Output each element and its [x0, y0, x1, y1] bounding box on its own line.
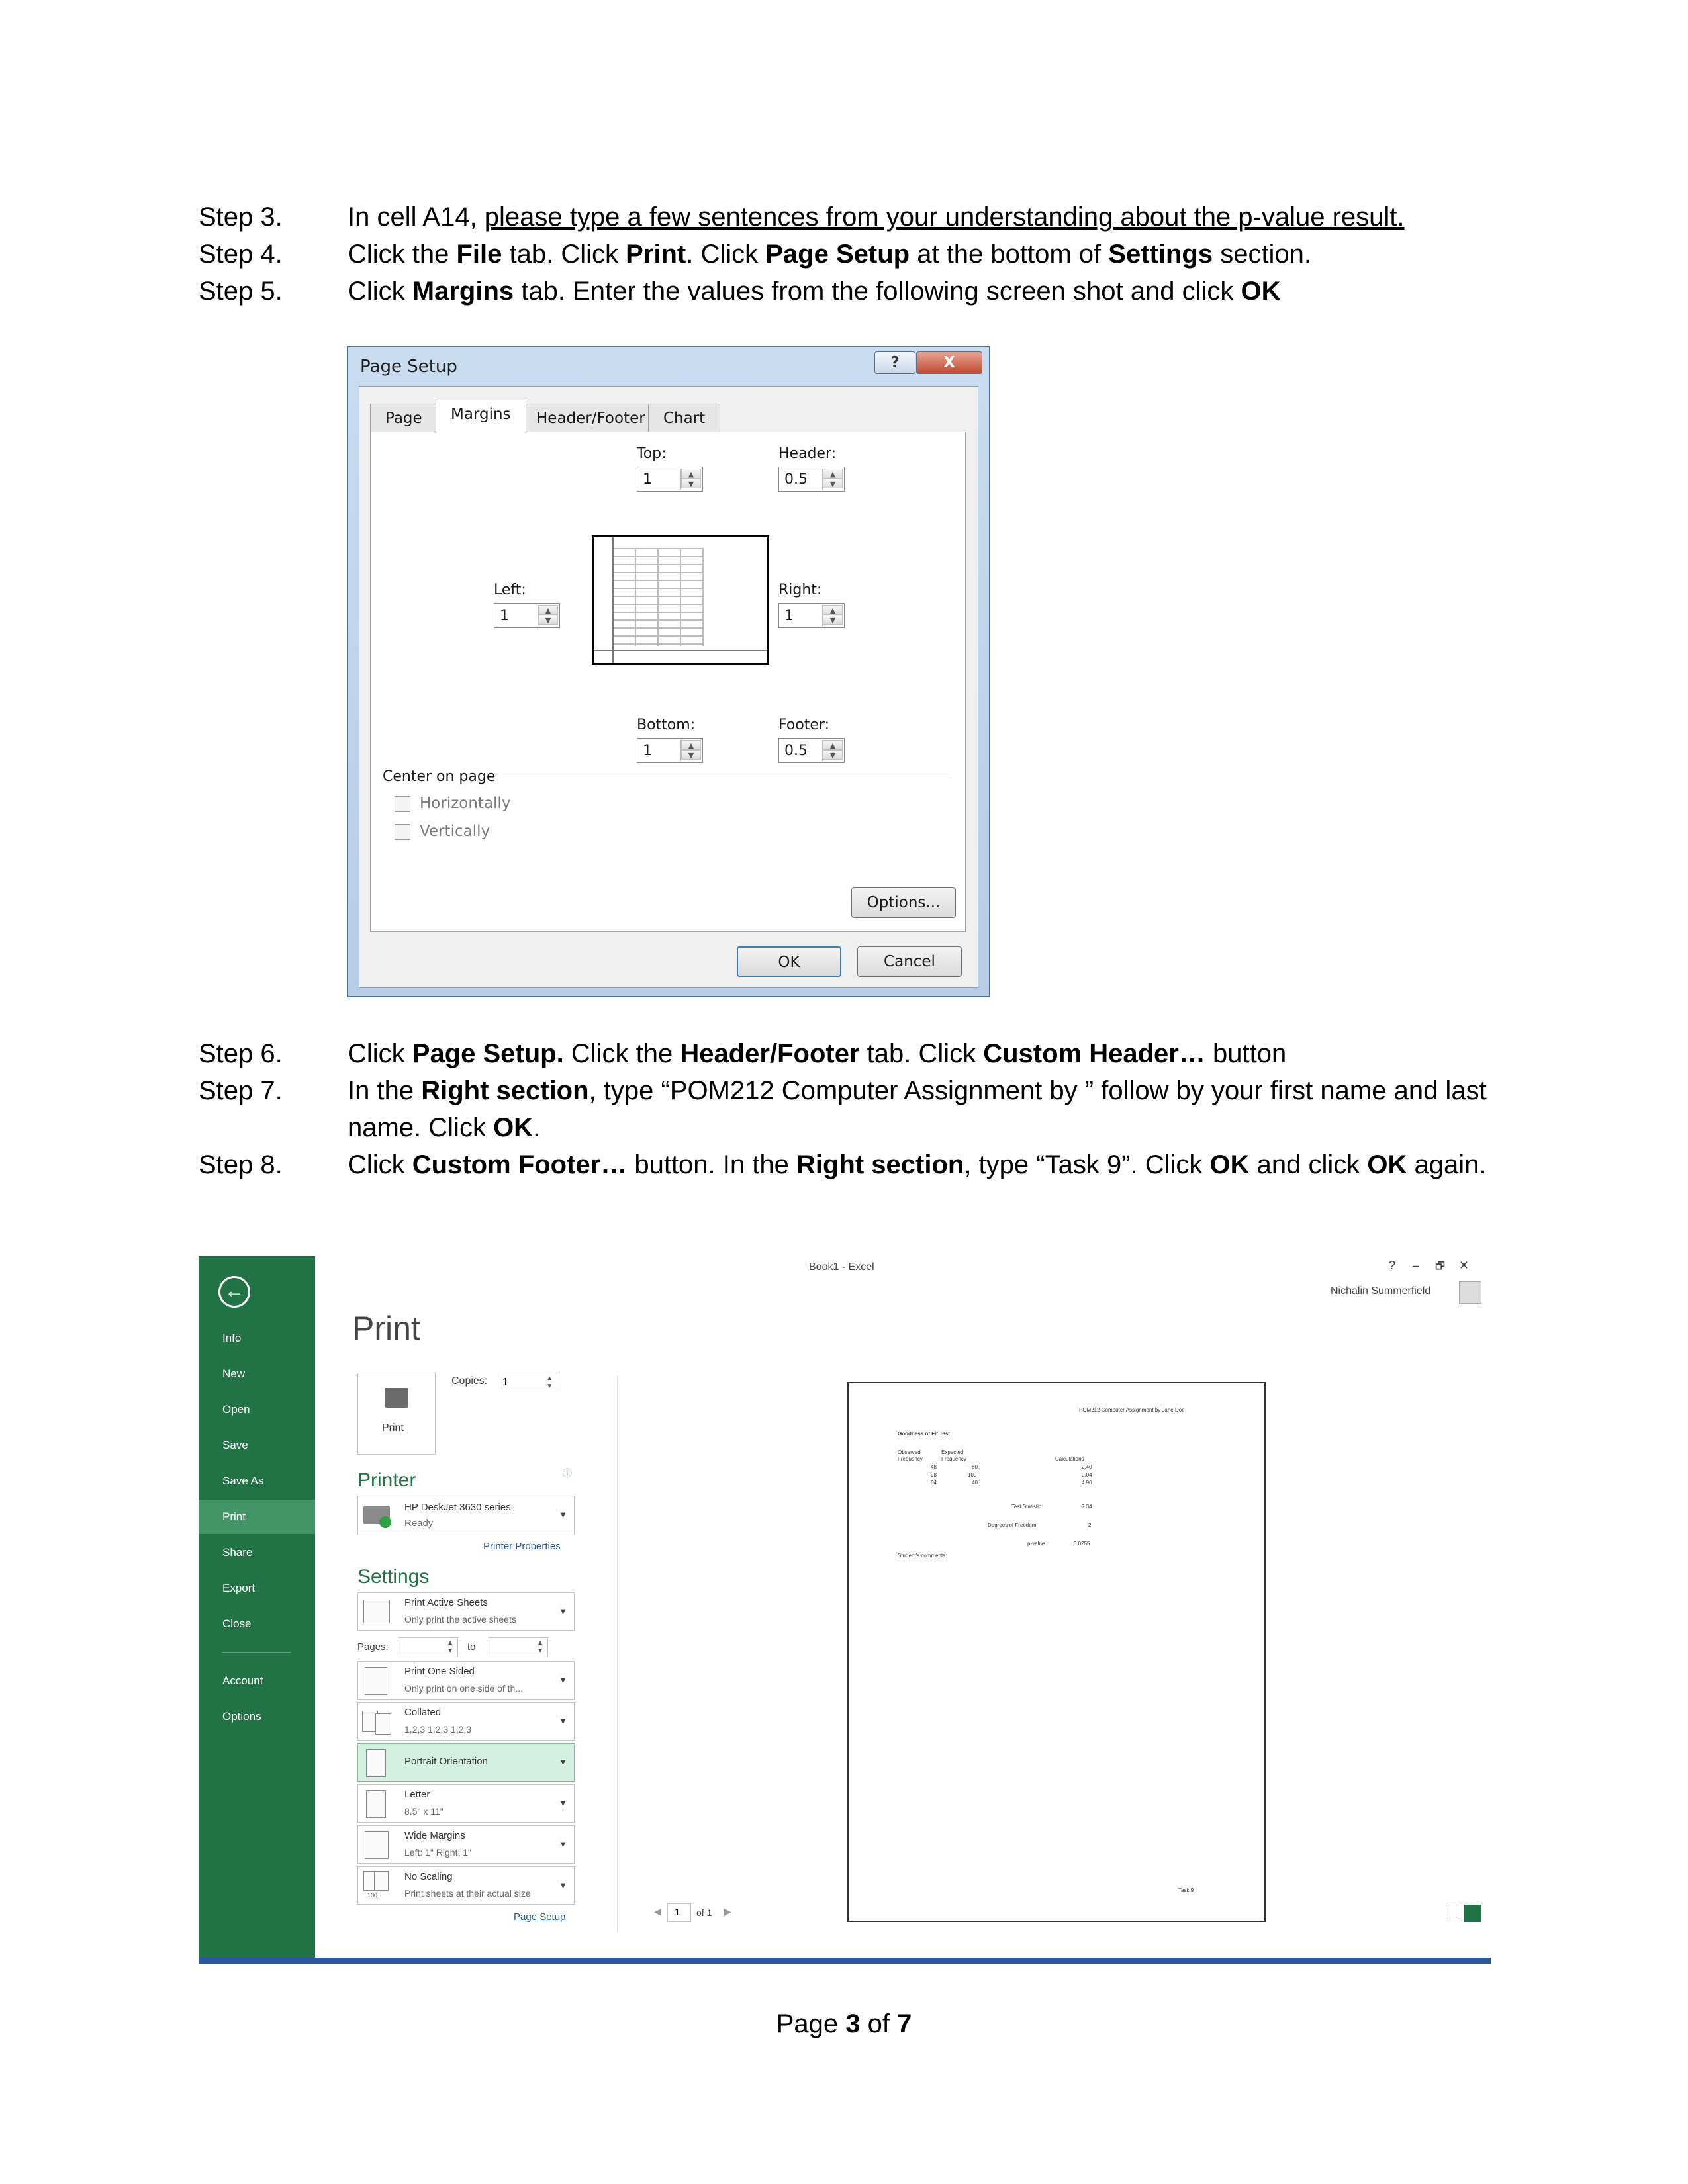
- text-run: of: [860, 2009, 898, 2038]
- preview-margin-line: [594, 650, 767, 651]
- spin-up-icon[interactable]: ▲: [538, 605, 558, 615]
- window-title: Book1 - Excel: [809, 1261, 874, 1273]
- vertically-checkbox[interactable]: [395, 824, 410, 840]
- close-button[interactable]: X: [916, 351, 982, 374]
- back-arrow-icon[interactable]: ←: [218, 1276, 250, 1308]
- spin-down-icon[interactable]: ▼: [823, 615, 843, 625]
- spinner-arrows[interactable]: [680, 740, 701, 761]
- text-run: .: [533, 1113, 541, 1142]
- collated-icon: [375, 1713, 391, 1735]
- next-page-icon[interactable]: ▶: [724, 1906, 731, 1917]
- bold-text: File: [456, 240, 502, 269]
- text-run: Click: [348, 1150, 412, 1179]
- text-run: button. In the: [627, 1150, 796, 1179]
- spin-up-icon[interactable]: ▲: [823, 740, 843, 750]
- printer-status: Ready: [404, 1518, 434, 1529]
- bold-text: Right section: [421, 1076, 589, 1105]
- preview-cell: 2.40: [1082, 1464, 1092, 1470]
- nav-save-as[interactable]: Save As: [222, 1475, 264, 1487]
- user-name[interactable]: Nichalin Summerfield: [1331, 1285, 1431, 1297]
- ready-check-icon: [379, 1516, 391, 1528]
- text-run: Click the: [348, 240, 457, 269]
- preview-cell: 40: [972, 1480, 978, 1486]
- bold-text: Margins: [412, 277, 514, 306]
- right-margin-input[interactable]: [778, 603, 845, 628]
- text-run: Click the: [563, 1039, 680, 1068]
- total-page-number: 7: [897, 2009, 912, 2038]
- step-number: Step 3.: [199, 203, 283, 232]
- restore-icon[interactable]: 🗗: [1435, 1261, 1446, 1272]
- printer-name: HP DeskJet 3630 series: [404, 1502, 511, 1513]
- pages-label: Pages:: [357, 1641, 389, 1653]
- pages-to-input[interactable]: [489, 1637, 548, 1657]
- page-setup-link[interactable]: Page Setup: [514, 1911, 566, 1923]
- text-run: Page: [776, 2009, 846, 2038]
- dropdown-arrow-icon: ▼: [559, 1880, 567, 1890]
- close-icon[interactable]: ✕: [1459, 1259, 1470, 1272]
- preview-col-expected-2: Frequency: [941, 1456, 966, 1462]
- vertically-label: Vertically: [420, 823, 491, 840]
- left-margin-value: 1: [500, 608, 509, 624]
- prev-page-icon[interactable]: ◀: [654, 1906, 661, 1917]
- settings-heading: Settings: [357, 1566, 430, 1588]
- preview-title: Goodness of Fit Test: [898, 1431, 950, 1437]
- printer-icon: [385, 1388, 408, 1408]
- current-page-number: 3: [845, 2009, 861, 2038]
- spin-up-icon[interactable]: ▲: [681, 469, 701, 478]
- setting-title: No Scaling: [404, 1871, 453, 1882]
- copies-value: 1: [502, 1377, 508, 1388]
- tab-header-footer[interactable]: Header/Footer: [521, 404, 661, 432]
- to-label: to: [467, 1641, 476, 1653]
- pages-from-input[interactable]: [399, 1637, 458, 1657]
- excel-print-screenshot: [199, 1256, 1491, 1964]
- right-margin-value: 1: [784, 608, 794, 624]
- tab-margins[interactable]: Margins: [436, 400, 526, 433]
- paper-icon: [366, 1790, 386, 1818]
- preview-margin-line: [612, 537, 614, 663]
- printer-select[interactable]: [357, 1496, 575, 1535]
- step-text: [348, 199, 1499, 236]
- preview-stat-value: 7.34: [1082, 1504, 1092, 1510]
- sheet-icon: [363, 1600, 390, 1623]
- step-number: Step 8.: [199, 1150, 283, 1179]
- scaling-icon: [374, 1871, 389, 1891]
- preview-stat-label: Test Statistic: [1011, 1504, 1041, 1510]
- text-run: . Click: [686, 240, 766, 269]
- text-run: , type “POM212 Computer Assignment by ” follow by your first name and last name. Click: [348, 1076, 1487, 1142]
- margins-select[interactable]: [357, 1825, 575, 1864]
- print-preview-page: [847, 1382, 1266, 1922]
- nav-close[interactable]: Close: [222, 1617, 252, 1630]
- ok-button[interactable]: OK: [737, 946, 841, 977]
- preview-col-observed-2: Frequency: [898, 1456, 923, 1462]
- preview-p-value: 0.0255: [1074, 1541, 1090, 1547]
- left-label: Left:: [494, 582, 526, 598]
- print-button[interactable]: [357, 1373, 436, 1455]
- text-run: and click: [1249, 1150, 1368, 1179]
- setting-title: Collated: [404, 1707, 442, 1718]
- preview-cell: 0.04: [1082, 1472, 1092, 1478]
- dropdown-arrow-icon: ▼: [559, 1839, 567, 1849]
- footer-margin-input[interactable]: [778, 738, 845, 763]
- avatar[interactable]: [1459, 1281, 1481, 1304]
- text-run: at the bottom of: [910, 240, 1109, 269]
- nav-account[interactable]: Account: [222, 1674, 263, 1687]
- footer-label: Footer:: [778, 717, 830, 733]
- bold-text: Right section: [796, 1150, 964, 1179]
- spinner-arrows[interactable]: [822, 469, 843, 490]
- spinner-arrows[interactable]: [822, 740, 843, 761]
- copies-input[interactable]: [498, 1373, 557, 1392]
- nav-divider: [222, 1652, 291, 1653]
- preview-comments: Student's comments:: [898, 1553, 947, 1559]
- underlined-text: please type a few sentences from your understanding about the p-value result.: [484, 203, 1405, 232]
- top-margin-input[interactable]: [637, 467, 703, 492]
- nav-print[interactable]: Print: [199, 1500, 315, 1534]
- preview-col-calcs: Calculations: [1055, 1456, 1084, 1462]
- page-count: of 1: [696, 1907, 712, 1918]
- step-text: [348, 1146, 1499, 1183]
- page-setup-dialog: [347, 346, 990, 997]
- step-text: [348, 273, 1499, 310]
- preview-footer: Task 9: [1178, 1888, 1194, 1893]
- preview-df-label: Degrees of Freedom: [988, 1522, 1037, 1528]
- left-margin-input[interactable]: [494, 603, 560, 628]
- preview-cell: 100: [968, 1472, 977, 1478]
- spin-down-icon[interactable]: ▼: [823, 478, 843, 488]
- text-run: again.: [1407, 1150, 1487, 1179]
- text-run: tab. Click: [859, 1039, 984, 1068]
- bold-text: Page Setup.: [412, 1039, 564, 1068]
- preview-df-value: 2: [1088, 1522, 1092, 1528]
- dialog-client: [359, 386, 978, 988]
- text-run: Click: [348, 1039, 412, 1068]
- bottom-margin-value: 1: [643, 743, 652, 759]
- preview-grid: [612, 548, 704, 646]
- margins-icon: [365, 1831, 389, 1859]
- dropdown-arrow-icon: ▼: [559, 1716, 567, 1726]
- text-run: In cell A14,: [348, 203, 485, 232]
- bold-text: Header/Footer: [680, 1039, 860, 1068]
- setting-title: Letter: [404, 1789, 430, 1800]
- horizontally-checkbox[interactable]: [395, 796, 410, 812]
- taskbar-strip: [199, 1958, 1491, 1964]
- preview-col-expected: Expected: [941, 1449, 964, 1455]
- text-run: In the: [348, 1076, 422, 1105]
- step-text: [348, 1072, 1499, 1146]
- top-label: Top:: [637, 445, 667, 462]
- step-number: Step 7.: [199, 1076, 283, 1105]
- print-heading: Print: [352, 1310, 420, 1347]
- preview-cell: 4.90: [1082, 1480, 1092, 1486]
- one-sided-icon: [365, 1667, 387, 1695]
- pane-divider: [617, 1375, 618, 1931]
- print-button-label: Print: [382, 1422, 404, 1433]
- setting-subtitle: Print sheets at their actual size: [404, 1888, 531, 1899]
- nav-open[interactable]: Open: [222, 1403, 250, 1416]
- portrait-icon: [366, 1749, 386, 1777]
- setting-subtitle: Only print the active sheets: [404, 1614, 516, 1625]
- bold-text: OK: [1241, 277, 1281, 306]
- footer-margin-value: 0.5: [784, 743, 808, 759]
- nav-share[interactable]: Share: [222, 1546, 253, 1559]
- dropdown-arrow-icon: ▼: [559, 1606, 567, 1616]
- collation-select[interactable]: [357, 1702, 575, 1741]
- info-icon[interactable]: ⓘ: [563, 1468, 572, 1479]
- nav-options[interactable]: Options: [222, 1710, 261, 1723]
- horizontally-label: Horizontally: [420, 795, 511, 812]
- step-text: [348, 236, 1499, 273]
- text-run: button: [1205, 1039, 1287, 1068]
- nav-info[interactable]: Info: [222, 1332, 242, 1344]
- text-run: tab. Click: [502, 240, 626, 269]
- spinner-icon[interactable]: ▲ ▼: [537, 1639, 543, 1655]
- spin-down-icon[interactable]: ▼: [681, 478, 701, 488]
- spin-up-icon[interactable]: ▲: [823, 469, 843, 478]
- zoom-to-page-icon[interactable]: [1464, 1905, 1481, 1922]
- text-run: tab. Enter the values from the following screen shot and click: [514, 277, 1241, 306]
- nav-new[interactable]: New: [222, 1367, 246, 1380]
- spinner-icon[interactable]: ▲ ▼: [546, 1375, 553, 1390]
- spinner-arrows[interactable]: [680, 469, 701, 490]
- setting-subtitle: 8.5" x 11": [404, 1806, 444, 1817]
- backstage-nav: [199, 1256, 315, 1958]
- bottom-margin-input[interactable]: [637, 738, 703, 763]
- help-button[interactable]: ?: [874, 351, 915, 374]
- header-label: Header:: [778, 445, 837, 462]
- setting-title: Print Active Sheets: [404, 1597, 488, 1608]
- options-button[interactable]: Options...: [851, 887, 956, 918]
- sides-select[interactable]: [357, 1661, 575, 1700]
- printer-properties-link[interactable]: Printer Properties: [483, 1541, 561, 1552]
- dropdown-arrow-icon: ▼: [559, 1675, 567, 1685]
- orientation-select[interactable]: [357, 1743, 575, 1782]
- preview-p-label: p-value: [1027, 1541, 1045, 1547]
- top-margin-value: 1: [643, 471, 652, 488]
- nav-save[interactable]: Save: [222, 1439, 248, 1451]
- dropdown-arrow-icon: ▼: [559, 1510, 567, 1520]
- spinner-icon[interactable]: ▲ ▼: [447, 1639, 453, 1655]
- preview-cell: 60: [972, 1464, 978, 1470]
- text-run: section.: [1213, 240, 1312, 269]
- page-footer: [0, 2009, 1688, 2039]
- page-number-input[interactable]: [667, 1903, 691, 1922]
- tab-page[interactable]: Page: [370, 404, 438, 432]
- header-margin-value: 0.5: [784, 471, 808, 488]
- setting-subtitle: Left: 1" Right: 1": [404, 1847, 471, 1858]
- help-icon[interactable]: ?: [1389, 1259, 1396, 1272]
- spin-up-icon[interactable]: ▲: [681, 740, 701, 750]
- setting-title: Print One Sided: [404, 1666, 475, 1677]
- bottom-label: Bottom:: [637, 717, 696, 733]
- preview-cell: 48: [931, 1464, 937, 1470]
- step-number: Step 4.: [199, 240, 283, 269]
- bold-text: OK: [1367, 1150, 1407, 1179]
- preview-cell: 98: [931, 1472, 937, 1478]
- setting-title: Portrait Orientation: [404, 1756, 488, 1767]
- setting-subtitle: 1,2,3 1,2,3 1,2,3: [404, 1724, 472, 1735]
- cancel-button[interactable]: Cancel: [857, 946, 962, 977]
- paper-size-select[interactable]: [357, 1784, 575, 1823]
- dropdown-arrow-icon: ▼: [559, 1798, 567, 1808]
- spinner-arrows[interactable]: [822, 605, 843, 626]
- copies-label: Copies:: [451, 1375, 488, 1387]
- bold-text: Custom Footer…: [412, 1150, 628, 1179]
- setting-title: Wide Margins: [404, 1830, 465, 1841]
- nav-export[interactable]: Export: [222, 1582, 256, 1594]
- dropdown-arrow-icon: ▼: [559, 1757, 567, 1767]
- bold-text: Custom Header…: [983, 1039, 1205, 1068]
- preview-cell: 54: [931, 1480, 937, 1486]
- scaling-badge: 100: [367, 1892, 378, 1899]
- printer-heading: Printer: [357, 1469, 416, 1491]
- spin-down-icon[interactable]: ▼: [823, 750, 843, 760]
- step-number: Step 6.: [199, 1039, 283, 1068]
- bold-text: OK: [493, 1113, 534, 1142]
- setting-subtitle: Only print on one side of th...: [404, 1683, 523, 1694]
- step-text: [348, 1035, 1499, 1072]
- margins-panel: [370, 432, 966, 932]
- spinner-arrows[interactable]: [538, 605, 558, 626]
- bold-text: OK: [1209, 1150, 1250, 1179]
- spin-down-icon[interactable]: ▼: [681, 750, 701, 760]
- preview-header: POM212 Computer Assignment by Jane Doe: [1079, 1407, 1185, 1413]
- minimize-icon[interactable]: –: [1413, 1259, 1420, 1272]
- text-run: Click: [348, 277, 412, 306]
- scaling-select[interactable]: [357, 1866, 575, 1905]
- show-margins-icon[interactable]: [1446, 1905, 1460, 1919]
- header-margin-input[interactable]: [778, 467, 845, 492]
- spin-up-icon[interactable]: ▲: [823, 605, 843, 615]
- tab-chart[interactable]: Chart: [648, 404, 720, 432]
- preview-col-observed: Observed: [898, 1449, 921, 1455]
- text-run: , type “Task 9”. Click: [964, 1150, 1210, 1179]
- bold-text: Page Setup: [765, 240, 910, 269]
- dialog-title: Page Setup: [360, 357, 457, 377]
- page-number-value: 1: [675, 1907, 680, 1918]
- print-what-select[interactable]: [357, 1592, 575, 1631]
- margin-preview: [592, 535, 769, 665]
- step-number: Step 5.: [199, 277, 283, 306]
- bold-text: Settings: [1108, 240, 1213, 269]
- right-label: Right:: [778, 582, 822, 598]
- spin-down-icon[interactable]: ▼: [538, 615, 558, 625]
- bold-text: Print: [626, 240, 686, 269]
- center-on-page-label: Center on page: [383, 768, 496, 785]
